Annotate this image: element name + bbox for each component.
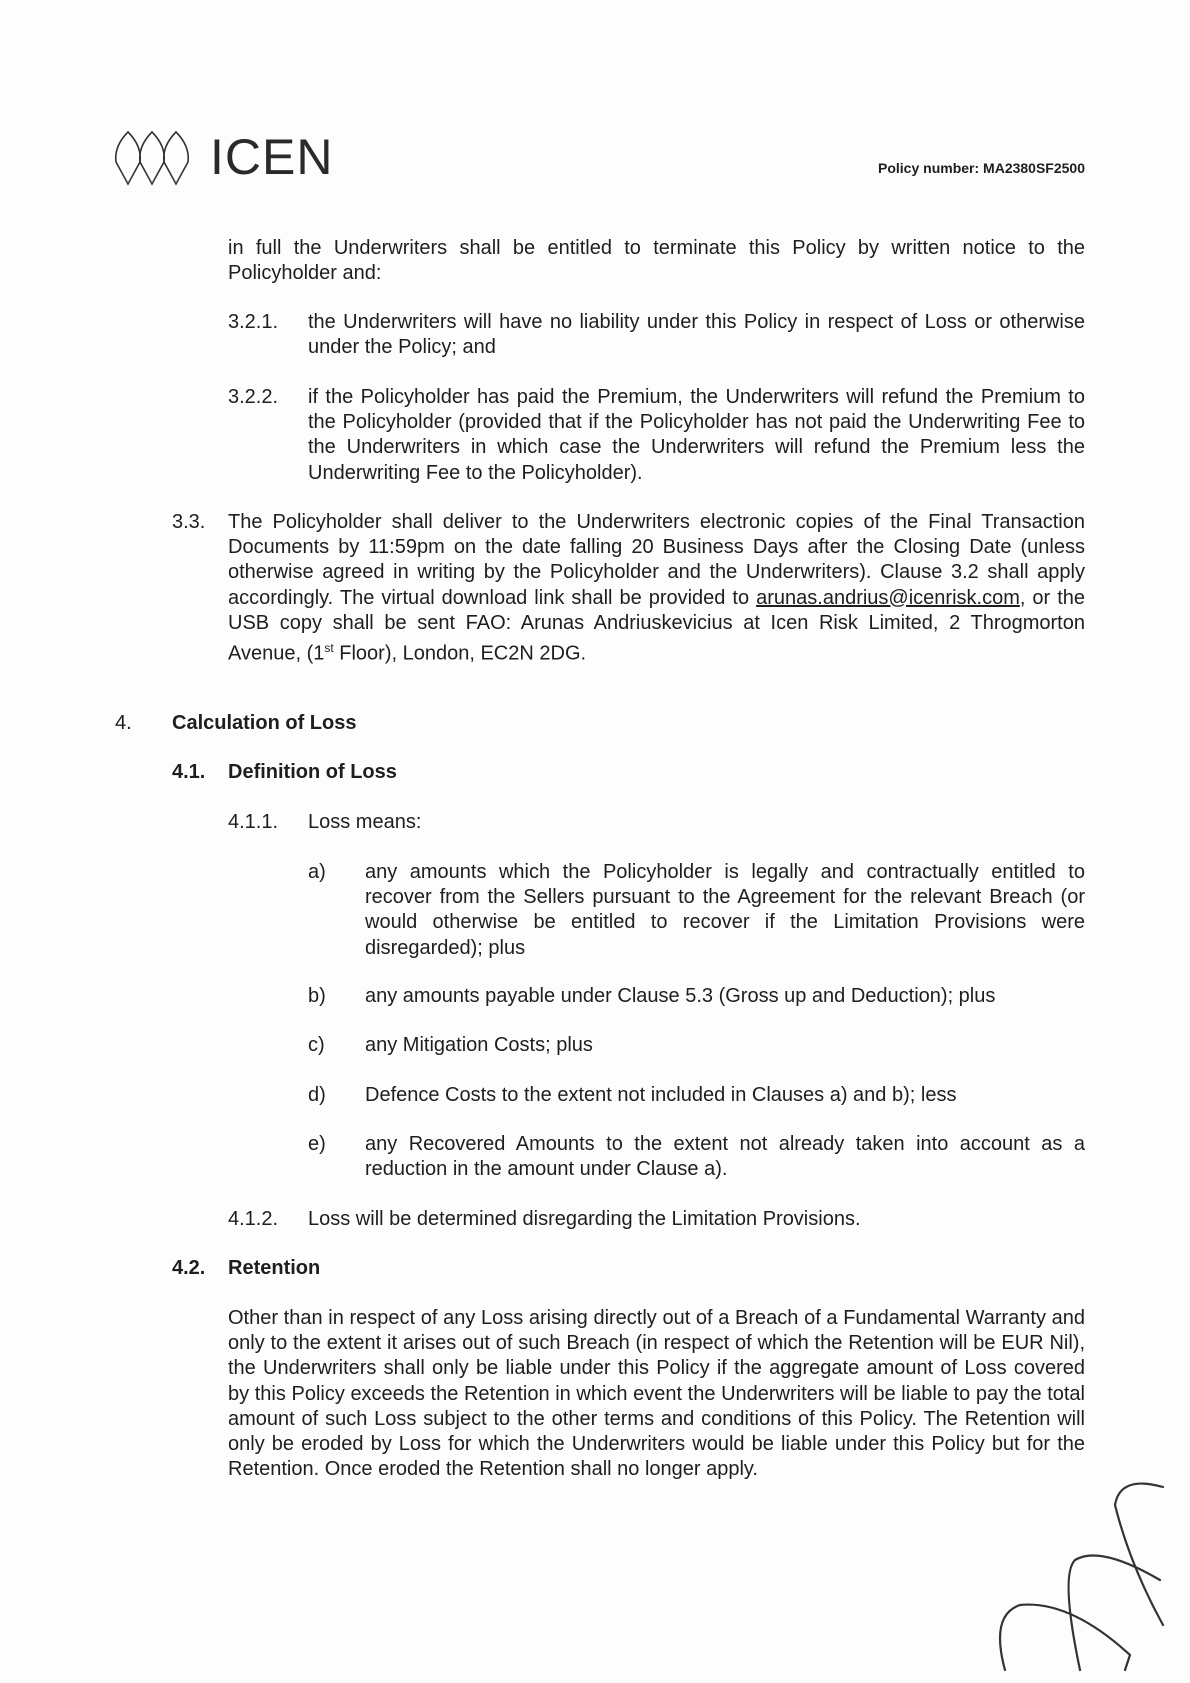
list-item: any amounts which the Policyholder is legally and contractually entitled to recover from the Sellers pursuant to the Agreement for the relevant Breach (or would otherwise be entitled to recover if the Limitation Provisions were disregarded); plus: [365, 861, 1085, 959]
clause-3-3-text: [228, 510, 1085, 667]
clause-text: Loss will be determined disregarding the Limitation Provisions.: [308, 1208, 861, 1230]
clause-text: Floor), London, EC2N 2DG.: [333, 642, 587, 665]
list-label: c): [308, 1034, 325, 1056]
list-label: e): [308, 1133, 326, 1155]
policy-number-value: MA2380SF2500: [983, 160, 1085, 176]
section-heading: Retention: [228, 1257, 321, 1279]
superscript: st: [324, 641, 334, 656]
clause-text: Loss means:: [308, 811, 422, 833]
list-label: b): [308, 985, 326, 1007]
section-heading: Definition of Loss: [228, 761, 397, 783]
list-item: any amounts payable under Clause 5.3 (Gross up and Deduction); plus: [365, 985, 996, 1007]
list-item: any Recovered Amounts to the extent not already taken into account as a reduction in the amount under Clause a).: [365, 1133, 1085, 1181]
clause-number: 4.1.1.: [228, 811, 279, 833]
clause-text: , or the USB copy shall be sent FAO: Arunas Andriuskevicius at Icen Risk Limited, 2 Throgmorton Avenue, (1: [228, 586, 1086, 665]
logo-text: ICEN: [210, 129, 334, 185]
signature-initials: [980, 1475, 1180, 1675]
section-number: 4.2.: [172, 1257, 206, 1279]
retention-paragraph: Other than in respect of any Loss arising directly out of a Breach of a Fundamental Warranty and only to the extent it arises out of such Breach (in respect of which the Retention will be EUR Nil), the Underwriters shall only be liable under this Policy if the aggregate amount of Loss covered by this Policy exceeds the Retention in which event the Underwriters will be liable to pay the total amount of such Loss subject to the other terms and conditions of this Policy. The Retention will only be eroded by Loss for which the Underwriters would be liable under this Policy but for the Retention. Once eroded the Retention shall no longer apply.: [228, 1307, 1085, 1481]
section-heading: Calculation of Loss: [172, 712, 357, 734]
company-logo: [112, 128, 333, 186]
clause-text: the Underwriters will have no liability under this Policy in respect of Loss or otherwise under the Policy; and: [308, 311, 1085, 359]
clause-number: 3.2.1.: [228, 311, 279, 333]
list-item: any Mitigation Costs; plus: [365, 1034, 593, 1056]
clause-number: 3.2.2.: [228, 386, 279, 408]
clause-number: 3.3.: [172, 511, 206, 533]
policy-number: [878, 160, 1085, 176]
intro-paragraph: in full the Underwriters shall be entitled to terminate this Policy by written notice to the Policyholder and:: [228, 237, 1085, 285]
section-number: 4.: [115, 712, 132, 734]
list-item: Defence Costs to the extent not included in Clauses a) and b); less: [365, 1084, 957, 1106]
list-label: d): [308, 1084, 326, 1106]
list-label: a): [308, 861, 326, 883]
logo-mark-icon: [112, 128, 200, 186]
clause-text: The Policyholder shall deliver to the Underwriters electronic copies of the Final Transaction Documents by 11:59pm on the date falling 20 Business Days after the Closing Date (unless otherwise agreed in writing by the Policyholder and the Underwriters). Clause 3.2 shall apply accordingly. The virtual download link shall be provided to: [228, 511, 1085, 609]
clause-number: 4.1.2.: [228, 1208, 279, 1230]
section-number: 4.1.: [172, 761, 206, 783]
policy-number-label: Policy number:: [878, 160, 980, 176]
email-link[interactable]: arunas.andrius@icenrisk.com: [756, 586, 1020, 609]
clause-text: if the Policyholder has paid the Premium, the Underwriters will refund the Premium to the Policyholder (provided that if the Policyholder has not paid the Underwriting Fee to the Underwriters in which case the Underwriters will refund the Premium less the Underwriting Fee to the Policyholder).: [308, 386, 1085, 484]
